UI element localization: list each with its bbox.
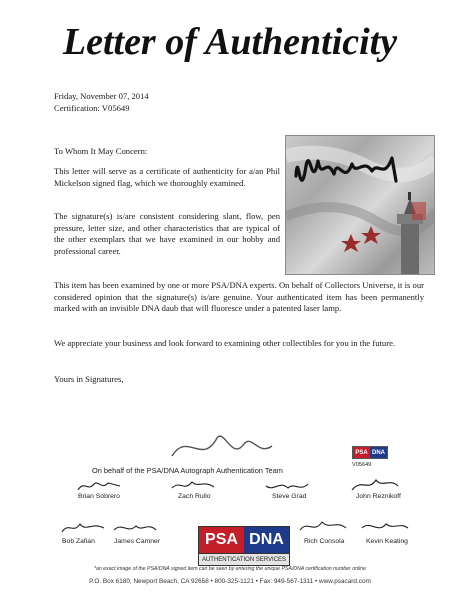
signature-grad <box>264 478 310 494</box>
name-rich-consola: Rich Consola <box>304 538 345 545</box>
logo-services: AUTHENTICATION SERVICES <box>199 553 289 565</box>
signature-keating <box>360 518 410 536</box>
letter-closing: Yours in Signatures, <box>54 374 124 384</box>
letter-title <box>0 10 460 72</box>
letter-greeting: To Whom It May Concern: <box>54 146 148 156</box>
letter-meta <box>54 90 149 114</box>
name-james-camner: James Camner <box>114 538 161 545</box>
name-steve-grad: Steve Grad <box>272 493 307 500</box>
badge-dna: DNA <box>370 447 387 458</box>
letter-paragraph-1: This letter will serve as a certificate of authenticity for a/an Phil Mickelson signed flag, which we thoroughly examined. <box>54 166 280 188</box>
name-bob-zafian: Bob Zafian <box>62 538 95 545</box>
logo-psa: PSA <box>199 527 244 553</box>
signature-zafian <box>60 520 106 536</box>
name-zach-rullo: Zach Rullo <box>178 493 211 500</box>
letter-title-text: Letter of Authenticity <box>62 21 398 63</box>
name-kevin-keating: Kevin Keating <box>366 538 408 545</box>
logo-dna: DNA <box>244 527 289 553</box>
certification-number: Certification: V05649 <box>54 103 130 113</box>
letter-paragraph-2: The signature(s) is/are consistent considering slant, flow, pen pressure, letter size, and other characteristics that are typical of the other exemplars that we have examined in our hobby and professional career. <box>54 211 280 256</box>
signature-rullo <box>170 478 216 494</box>
footnote: *an exact image of the PSA/DNA signed item can be seen by entering the unique PSA/DNA certification number online <box>93 566 367 572</box>
letter-paragraph-3: This item has been examined by one or more PSA/DNA experts. On behalf of Collectors Universe, it is our considered opinion that the signature(s) is/are genuine. Your authenticated item has been permanently marked with an invisible DNA daub that will fluoresce under a patented laser lamp. <box>54 280 424 314</box>
letter-paragraph-4: We appreciate your business and look forward to examining other collectibles for you in the future. <box>54 338 396 348</box>
signature-camner <box>112 520 158 536</box>
name-john-reznikoff: John Reznikoff <box>356 493 401 500</box>
psa-dna-logo <box>198 526 290 566</box>
authentication-team <box>54 446 434 596</box>
name-brian-sobrero: Brian Sobrero <box>78 493 120 500</box>
psa-dna-badge <box>352 446 388 459</box>
footer-contact: P.O. Box 6180, Newport Beach, CA 92658 • 800-325-1121 • Fax: 949-567-1311 • www.psacard.com <box>89 578 371 585</box>
signed-flag-photo <box>285 135 435 275</box>
signature-reznikoff <box>350 476 400 494</box>
team-heading: On behalf of the PSA/DNA Autograph Authentication Team <box>92 466 283 475</box>
signature-consola <box>298 518 348 536</box>
badge-cert-number: V05649 <box>352 462 372 468</box>
lead-signature-mark <box>162 426 282 466</box>
badge-psa: PSA <box>353 447 370 458</box>
signature-sobrero <box>76 478 122 494</box>
letter-date: Friday, November 07, 2014 <box>54 91 149 101</box>
